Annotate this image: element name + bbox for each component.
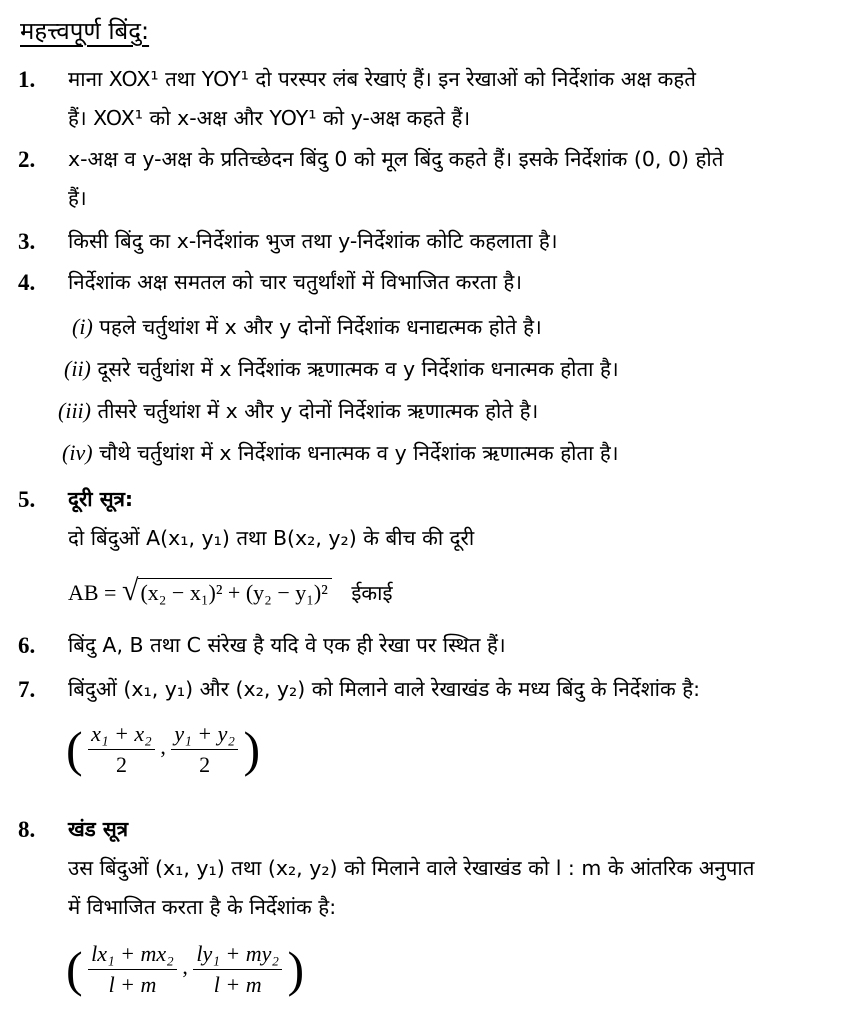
item-title: खंड सूत्र bbox=[68, 817, 129, 841]
distance-formula bbox=[68, 574, 393, 608]
quadrant-text: दूसरे चर्तुथांश में x निर्देशांक ऋणात्मक व y निर्देशांक धनात्मक होता है। bbox=[97, 357, 619, 381]
list-item-7 bbox=[18, 670, 853, 709]
fraction bbox=[88, 941, 177, 998]
item-number: 6. bbox=[18, 633, 36, 658]
denominator: 2 bbox=[115, 751, 127, 777]
item-line: हैं। XOX¹ को x-अक्ष और YOY¹ को y-अक्ष कहते हैं। bbox=[68, 106, 471, 130]
numerator: ly₁ + my₂ bbox=[193, 941, 282, 970]
radicand: (x₂ − x₁)² + (y₂ − y₁)² bbox=[138, 578, 331, 605]
comma: , bbox=[160, 734, 166, 760]
quadrant-text: चौथे चर्तुथांश में x निर्देशांक धनात्मक व y निर्देशांक ऋणात्मक होता है। bbox=[99, 441, 619, 465]
sqrt-symbol: √ bbox=[121, 574, 139, 607]
midpoint-formula bbox=[66, 720, 260, 778]
roman-numeral: (ii) bbox=[64, 356, 91, 381]
quadrant-item-2 bbox=[64, 354, 619, 384]
quadrant-text: तीसरे चर्तुथांश में x और y दोनों निर्देशांक ऋणात्मक होते है। bbox=[97, 399, 539, 423]
quadrant-item-3 bbox=[58, 396, 538, 426]
distance-description: दो बिंदुओं A(x₁, y₁) तथा B(x₂, y₂) के बीच की दूरी bbox=[68, 526, 475, 550]
item-number: 8. bbox=[18, 817, 36, 842]
left-paren: ( bbox=[66, 721, 83, 777]
left-paren: ( bbox=[66, 941, 83, 997]
denominator: l + m bbox=[213, 971, 262, 997]
item-line: माना XOX¹ तथा YOY¹ दो परस्पर लंब रेखाएं हैं। इन रेखाओं को निर्देशांक अक्ष कहते bbox=[68, 67, 696, 91]
quadrant-text: पहले चर्तुथांश में x और y दोनों निर्देशांक धनाद्यत्मक होते है। bbox=[99, 315, 542, 339]
section-line: उस बिंदुओं (x₁, y₁) तथा (x₂, y₂) को मिलाने वाले रेखाखंड को l : m के आंतरिक अनुपात bbox=[68, 856, 755, 880]
roman-numeral: (i) bbox=[72, 314, 93, 339]
item-title: दूरी सूत्र: bbox=[68, 487, 134, 511]
numerator: y₁ + y₂ bbox=[171, 721, 238, 750]
numerator: lx₁ + mx₂ bbox=[88, 941, 177, 970]
list-item-3 bbox=[18, 222, 853, 261]
fraction bbox=[88, 721, 155, 778]
numerator: x₁ + x₂ bbox=[88, 721, 155, 750]
comma: , bbox=[182, 954, 188, 980]
item-line: x-अक्ष व y-अक्ष के प्रतिच्छेदन बिंदु 0 को मूल बिंदु कहते हैं। इसके निर्देशांक (0, 0) होते bbox=[68, 147, 724, 171]
section-line: में विभाजित करता है के निर्देशांक है: bbox=[68, 895, 337, 919]
list-item-1 bbox=[18, 60, 853, 138]
list-item-5 bbox=[18, 480, 853, 558]
denominator: l + m bbox=[108, 971, 157, 997]
list-item-4 bbox=[18, 263, 853, 302]
item-number: 4. bbox=[18, 270, 36, 295]
item-line: बिंदुओं (x₁, y₁) और (x₂, y₂) को मिलाने वाले रेखाखंड के मध्य बिंदु के निर्देशांक है: bbox=[68, 677, 700, 701]
list-item-8 bbox=[18, 810, 853, 927]
item-line: निर्देशांक अक्ष समतल को चार चतुर्थांशों में विभाजित करता है। bbox=[68, 270, 523, 294]
list-item-6 bbox=[18, 626, 853, 665]
item-number: 7. bbox=[18, 677, 36, 702]
section-formula bbox=[66, 940, 304, 998]
item-line: किसी बिंदु का x-निर्देशांक भुज तथा y-निर्देशांक कोटि कहलाता है। bbox=[68, 229, 558, 253]
list-item-2 bbox=[18, 140, 853, 218]
formula-lhs: AB = bbox=[68, 580, 117, 605]
right-paren: ) bbox=[243, 721, 261, 777]
item-number: 5. bbox=[18, 487, 36, 512]
item-line: बिंदु A, B तथा C संरेख है यदि वे एक ही रेखा पर स्थित हैं। bbox=[68, 633, 506, 657]
item-number: 3. bbox=[18, 229, 36, 254]
quadrant-item-4 bbox=[62, 438, 619, 468]
fraction bbox=[193, 941, 282, 998]
item-line: हैं। bbox=[68, 186, 87, 210]
item-number: 1. bbox=[18, 67, 36, 92]
quadrant-item-1 bbox=[72, 312, 542, 342]
roman-numeral: (iii) bbox=[58, 398, 91, 423]
right-paren: ) bbox=[287, 941, 305, 997]
page-title: महत्त्वपूर्ण बिंदु: bbox=[20, 17, 150, 45]
denominator: 2 bbox=[199, 751, 211, 777]
item-number: 2. bbox=[18, 147, 36, 172]
fraction bbox=[171, 721, 238, 778]
roman-numeral: (iv) bbox=[62, 440, 93, 465]
unit-label: ईकाई bbox=[351, 581, 393, 605]
